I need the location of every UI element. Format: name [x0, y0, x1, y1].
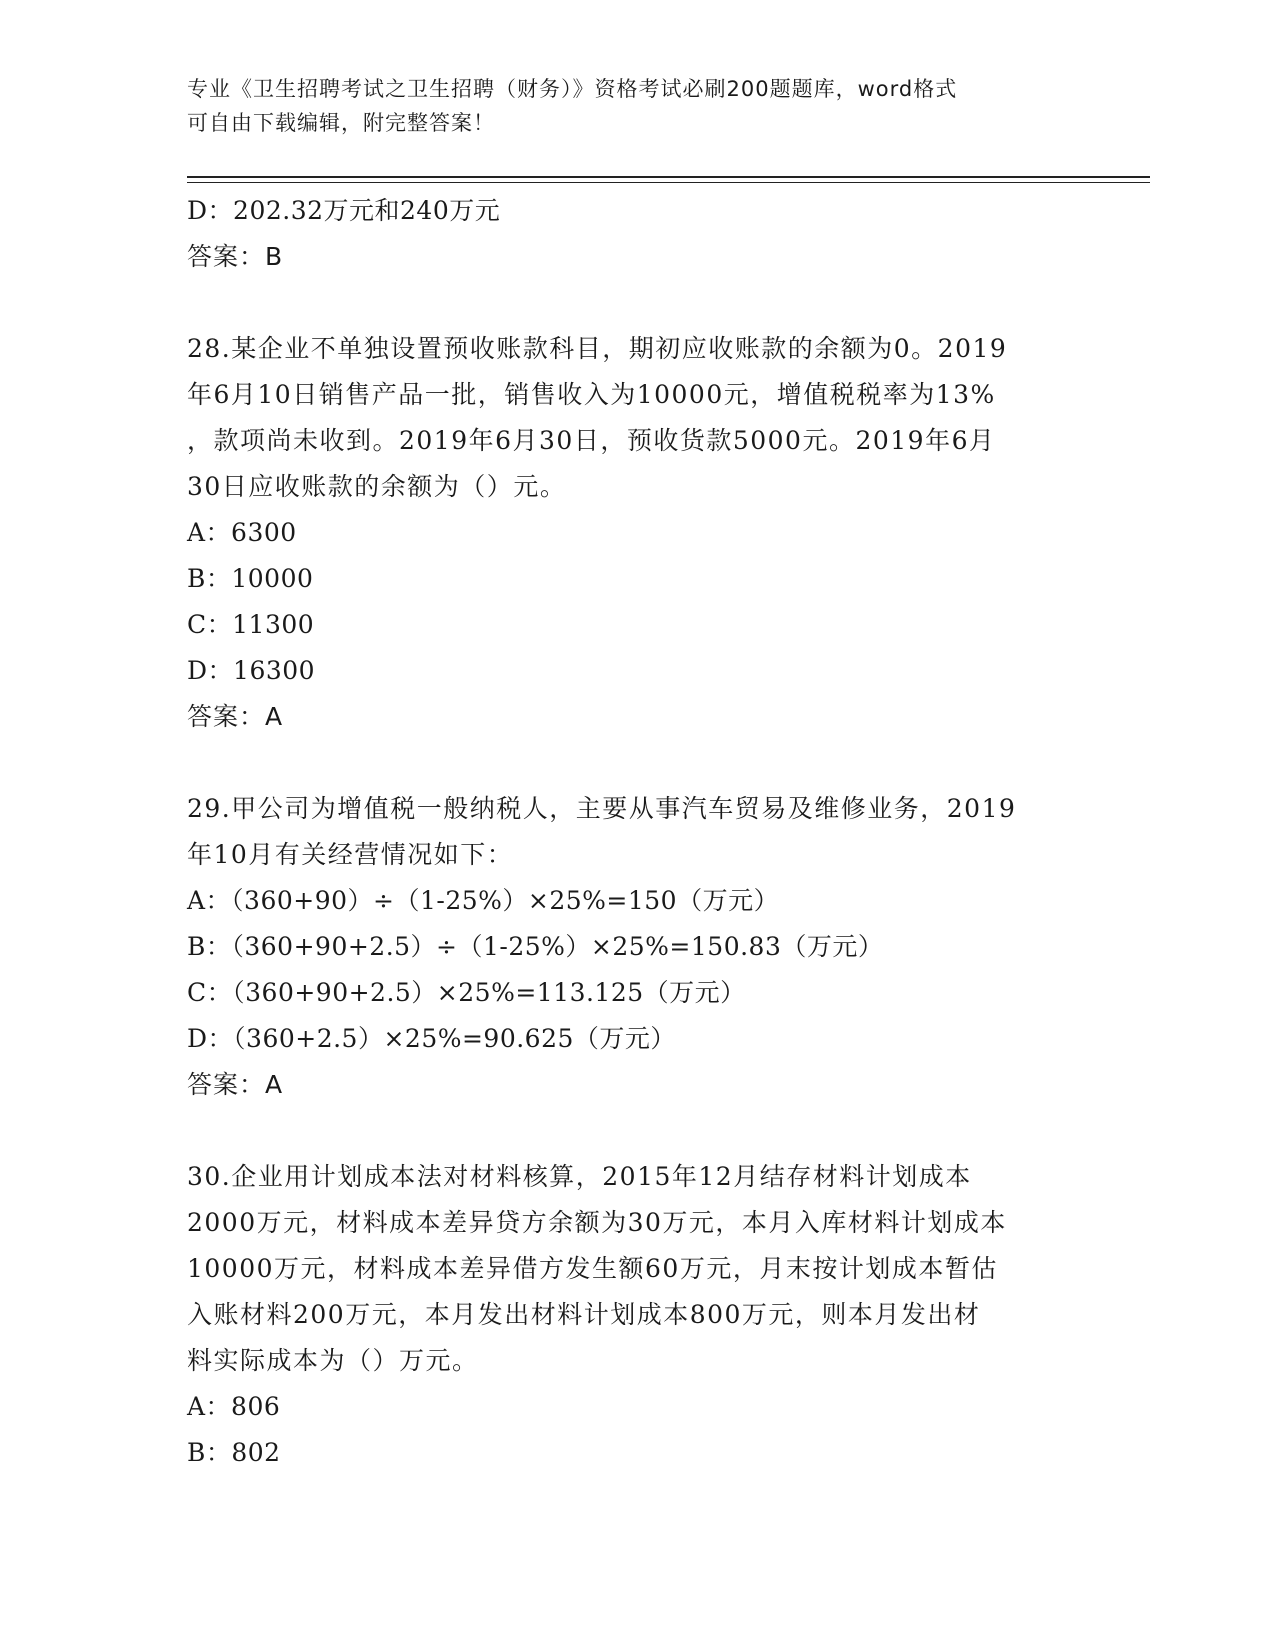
- answer: 答案：A: [187, 1070, 284, 1099]
- option-c: C：（360+90+2.5）×25%=113.125（万元）: [187, 978, 746, 1007]
- question-stem-line: 30.企业用计划成本法对材料核算，2015年12月结存材料计划成本: [187, 1162, 972, 1191]
- option-a: A：（360+90）÷（1-25%）×25%=150（万元）: [187, 886, 780, 915]
- option-a: A：806: [187, 1392, 281, 1421]
- question-stem-line: 年10月有关经营情况如下：: [187, 840, 514, 869]
- question-stem-line: 30日应收账款的余额为（）元。: [187, 472, 567, 501]
- option-c: C：11300: [187, 610, 315, 639]
- question-stem-line: 28.某企业不单独设置预收账款科目，期初应收账款的余额为0。2019: [187, 334, 1008, 363]
- option-b: B：（360+90+2.5）÷（1-25%）×25%=150.83（万元）: [187, 932, 884, 961]
- option-b: B：802: [187, 1438, 281, 1467]
- header-rule-thick: [187, 176, 1150, 178]
- header-rule-thin: [187, 182, 1150, 183]
- question-27-tail: [187, 188, 1087, 280]
- question-stem-line: 10000万元，材料成本差异借方发生额60万元，月末按计划成本暂估: [187, 1254, 998, 1283]
- question-stem-line: 入账材料200万元，本月发出材料计划成本800万元，则本月发出材: [187, 1300, 981, 1329]
- header-line-1: 专业《卫生招聘考试之卫生招聘（财务）》资格考试必刷200题题库，word格式: [187, 77, 958, 101]
- question-29: [187, 786, 1087, 1108]
- answer: 答案：A: [187, 702, 284, 731]
- option-b: B：10000: [187, 564, 314, 593]
- question-28: [187, 326, 1087, 740]
- question-stem-line: 年6月10日销售产品一批，销售收入为10000元，增值税税率为13%: [187, 380, 996, 409]
- question-stem-line: 料实际成本为（）万元。: [187, 1346, 479, 1375]
- document-header: [187, 72, 1067, 140]
- option-d: D：202.32万元和240万元: [187, 196, 501, 225]
- question-30: [187, 1154, 1087, 1476]
- option-d: D：（360+2.5）×25%=90.625（万元）: [187, 1024, 676, 1053]
- answer: 答案：B: [187, 242, 284, 271]
- question-stem-line: 2000万元，材料成本差异贷方余额为30万元，本月入库材料计划成本: [187, 1208, 1007, 1237]
- option-d: D：16300: [187, 656, 316, 685]
- option-a: A：6300: [187, 518, 297, 547]
- document-body: [187, 188, 1087, 1476]
- question-stem-line: ，款项尚未收到。2019年6月30日，预收货款5000元。2019年6月: [187, 426, 996, 455]
- header-line-2: 可自由下载编辑，附完整答案！: [187, 111, 495, 135]
- question-stem-line: 29.甲公司为增值税一般纳税人，主要从事汽车贸易及维修业务，2019: [187, 794, 1017, 823]
